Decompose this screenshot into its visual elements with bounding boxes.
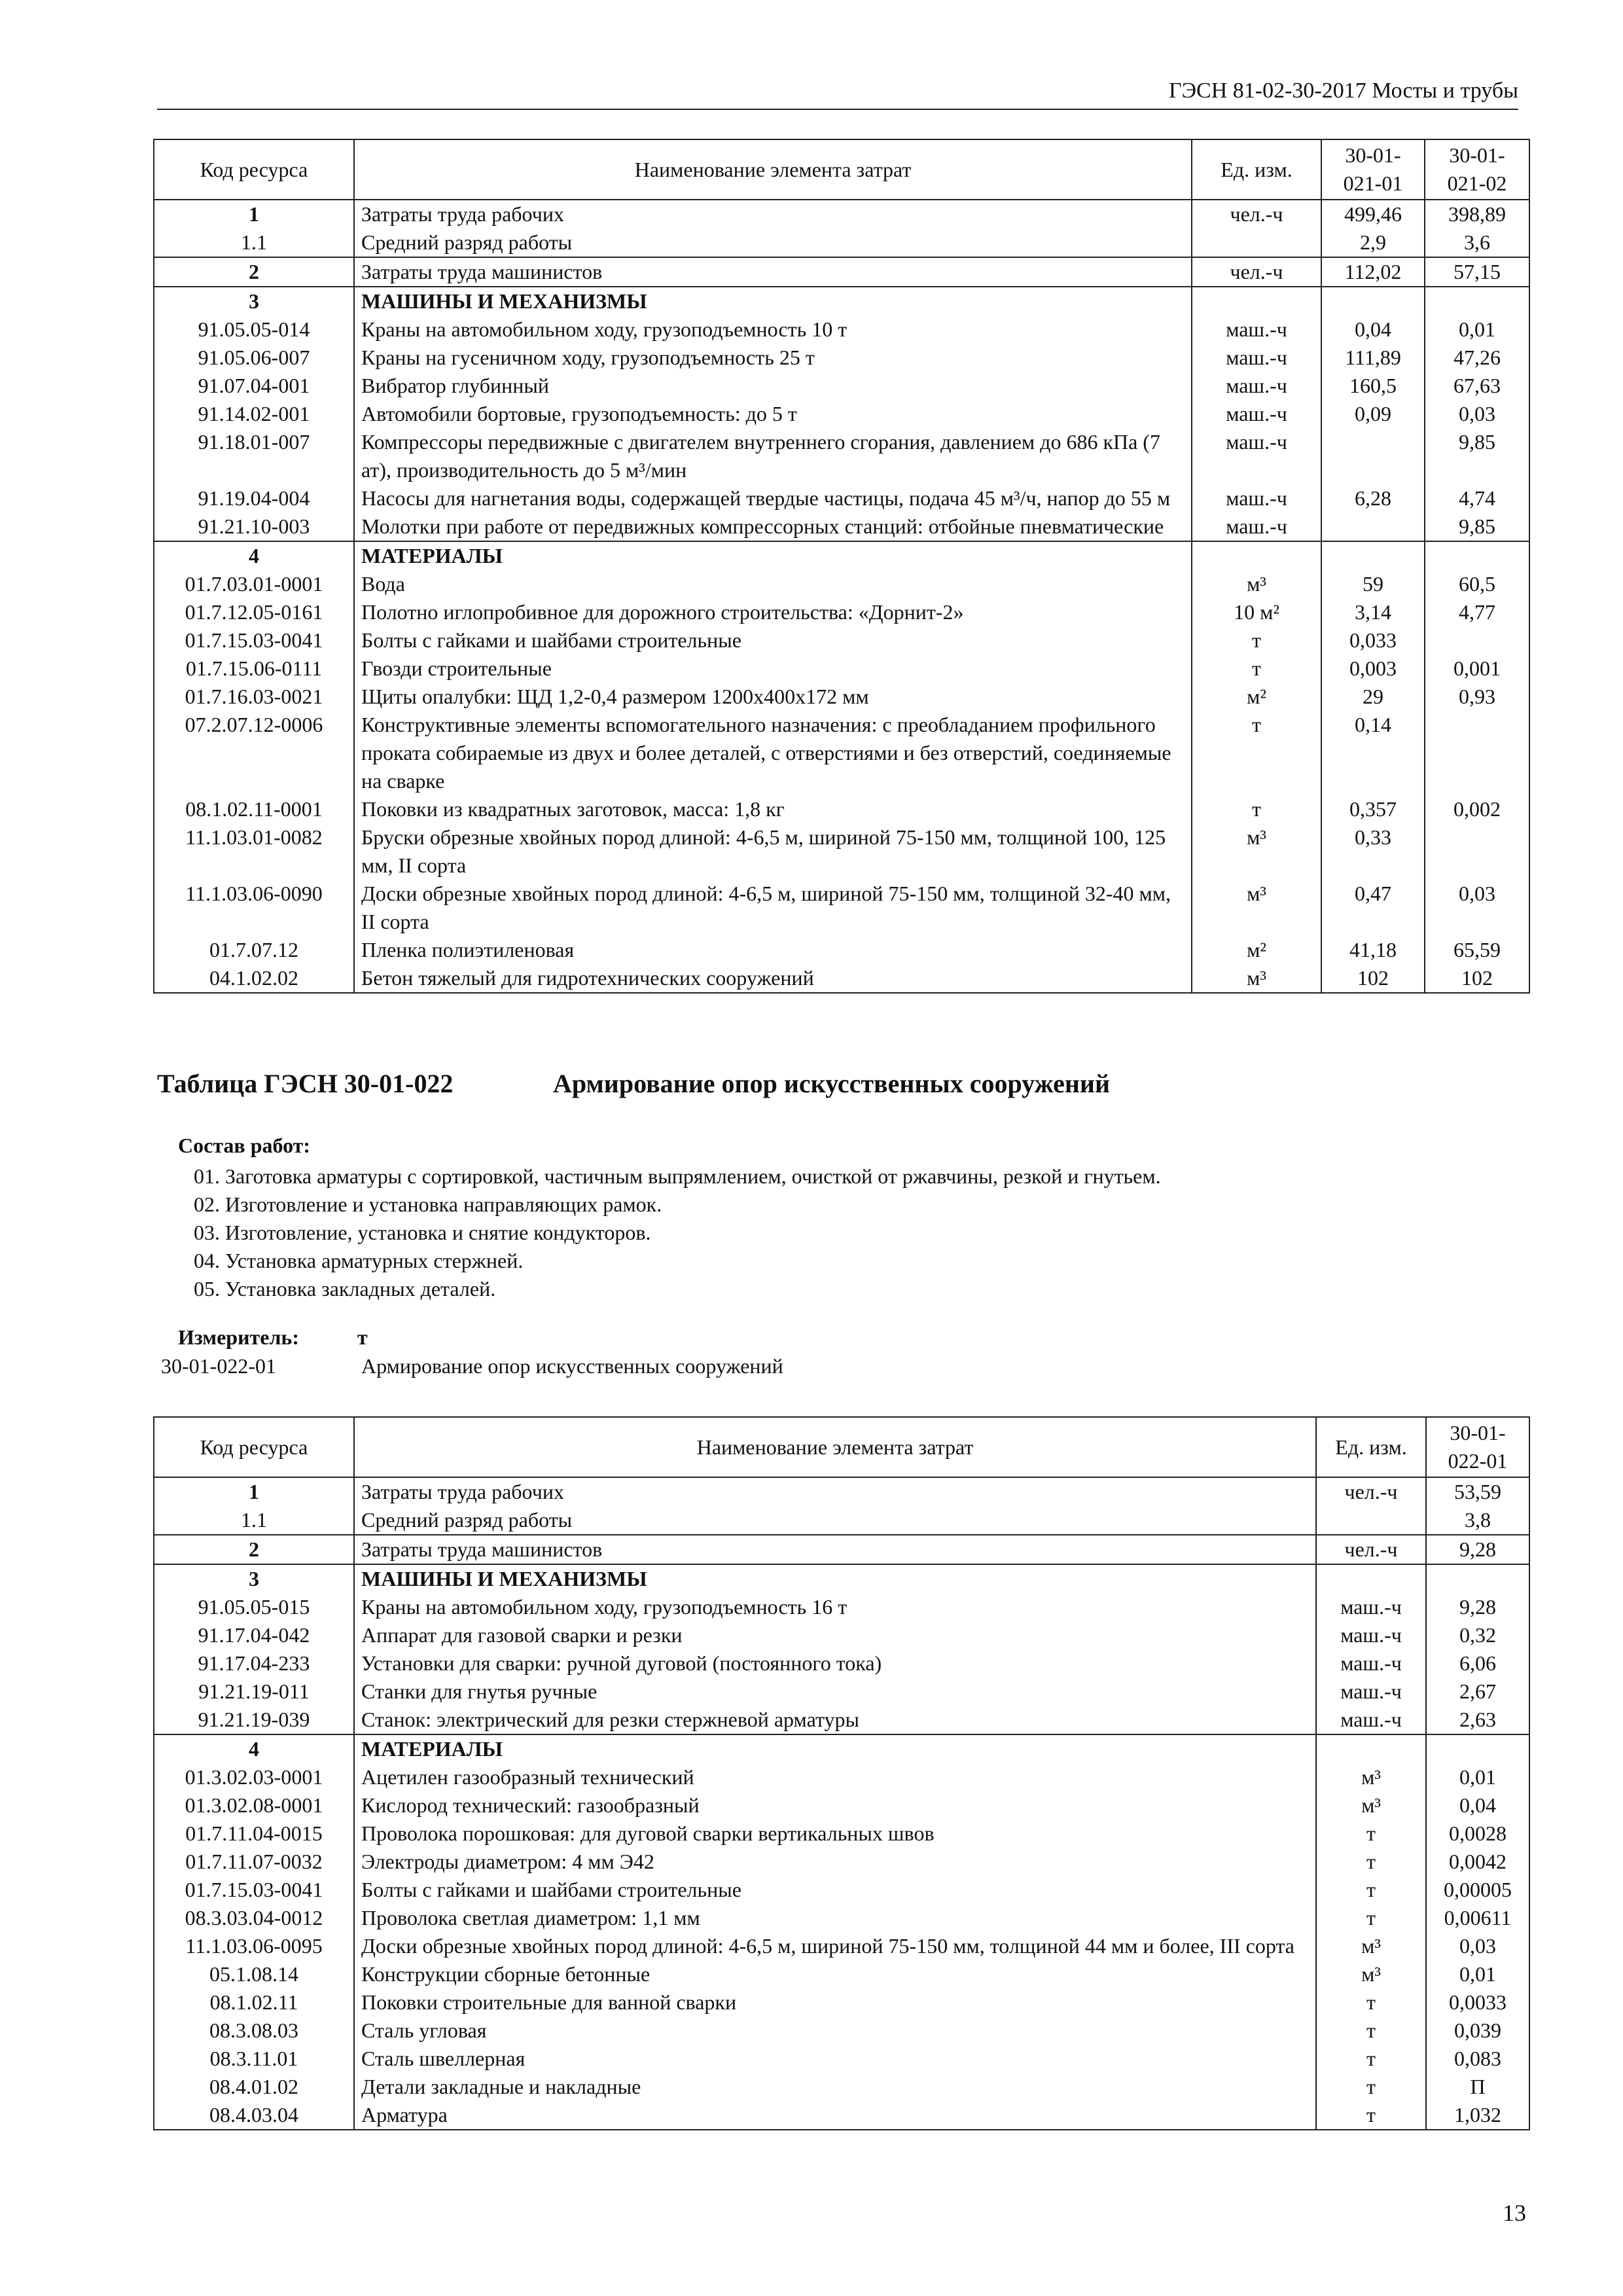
table-body (154, 1477, 1529, 2130)
norm-value-2 (1425, 541, 1529, 570)
resource-code: 1 (154, 200, 354, 228)
resource-name: Бруски обрезные хвойных пород длиной: 4-6,5 м, шириной 75-150 мм, толщиной 100, 125 мм, II сорта (354, 823, 1192, 880)
resource-code: 08.1.02.11 (154, 1988, 354, 2017)
resource-name: Средний разряд работы (354, 228, 1192, 257)
resource-name: Вибратор глубинный (354, 372, 1192, 400)
unit: м² (1192, 936, 1321, 964)
resource-code: 91.19.04-004 (154, 484, 354, 512)
resource-code: 01.7.15.03-0041 (154, 626, 354, 655)
resource-name: Конструктивные элементы вспомогательного назначения: с преобладанием профильного проката собираемые из двух и более деталей, с отверстиями и без отверстий, соединяемые на сварке (354, 711, 1192, 795)
resource-name: Бетон тяжелый для гидротехнических сооружений (354, 964, 1192, 993)
unit: маш.-ч (1316, 1706, 1426, 1734)
work-step: 02. Изготовление и установка направляющих рамок. (194, 1193, 662, 1216)
norm-value-1: 0,33 (1321, 823, 1425, 880)
table-row (154, 626, 1529, 655)
table-row (154, 1621, 1529, 1649)
resource-name: МАТЕРИАЛЫ (354, 1734, 1316, 1763)
resource-code: 01.7.03.01-0001 (154, 570, 354, 598)
resource-table-30-01-022 (153, 1416, 1530, 2130)
unit: м³ (1192, 570, 1321, 598)
unit (1192, 287, 1321, 315)
norm-value-1 (1321, 541, 1425, 570)
norm-value-1: 0,32 (1426, 1621, 1529, 1649)
page-number: 13 (1503, 2200, 1526, 2226)
table-row (154, 1677, 1529, 1706)
resource-code: 08.3.08.03 (154, 2017, 354, 2045)
norm-value-1: 0,00611 (1426, 1904, 1529, 1932)
resource-code: 08.4.01.02 (154, 2073, 354, 2101)
resource-code: 3 (154, 1564, 354, 1593)
resource-code: 2 (154, 257, 354, 287)
resource-name: Детали закладные и накладные (354, 2073, 1316, 2101)
resource-name: Вода (354, 570, 1192, 598)
resource-code: 11.1.03.01-0082 (154, 823, 354, 880)
resource-code: 3 (154, 287, 354, 315)
norm-value-2: 0,03 (1425, 400, 1529, 428)
table-row (154, 711, 1529, 795)
norm-value-2: 3,6 (1425, 228, 1529, 257)
norm-value-1 (1321, 428, 1425, 484)
norm-value-1: 0,47 (1321, 880, 1425, 936)
table-row (154, 2017, 1529, 2045)
norm-value-1: 41,18 (1321, 936, 1425, 964)
work-step: 01. Заготовка арматуры с сортировкой, частичным выпрямлением, очисткой от ржавчины, резкой и гнутьем. (194, 1164, 1161, 1188)
norm-value-1: 0,0042 (1426, 1848, 1529, 1876)
norm-value-1: 29 (1321, 683, 1425, 711)
resource-name: Установки для сварки: ручной дуговой (постоянного тока) (354, 1649, 1316, 1677)
norm-value-1: П (1426, 2073, 1529, 2101)
norm-value-2 (1425, 626, 1529, 655)
resource-code: 91.21.19-039 (154, 1706, 354, 1734)
section-table-title: Армирование опор искусственных сооружений (553, 1069, 1111, 1098)
table-row (154, 428, 1529, 484)
resource-code: 05.1.08.14 (154, 1960, 354, 1988)
table-row (154, 257, 1529, 287)
resource-name: Насосы для нагнетания воды, содержащей твердые частицы, подача 45 м³/ч, напор до 55 м (354, 484, 1192, 512)
resource-code: 08.3.03.04-0012 (154, 1904, 354, 1932)
resource-code: 91.05.06-007 (154, 344, 354, 372)
table-row (154, 1848, 1529, 1876)
resource-code: 01.7.11.07-0032 (154, 1848, 354, 1876)
unit: т (1316, 2017, 1426, 2045)
resource-code: 4 (154, 1734, 354, 1763)
unit: чел.-ч (1192, 257, 1321, 287)
resource-name: Доски обрезные хвойных пород длиной: 4-6,5 м, шириной 75-150 мм, толщиной 44 мм и более, III сорта (354, 1932, 1316, 1960)
resource-code: 01.7.12.05-0161 (154, 598, 354, 626)
norm-value-1: 0,04 (1426, 1791, 1529, 1820)
resource-name: Автомобили бортовые, грузоподъемность: до 5 т (354, 400, 1192, 428)
table-row (154, 2101, 1529, 2130)
table-row (154, 570, 1529, 598)
unit: т (1316, 1820, 1426, 1848)
norm-value-2: 102 (1425, 964, 1529, 993)
unit: м³ (1192, 880, 1321, 936)
norm-value-1: 6,28 (1321, 484, 1425, 512)
table-row (154, 1564, 1529, 1593)
norm-value-2: 398,89 (1425, 200, 1529, 228)
unit: т (1316, 2073, 1426, 2101)
resource-name: Поковки из квадратных заготовок, масса: 1,8 кг (354, 795, 1192, 823)
col-header-name: Наименование элемента затрат (354, 1417, 1316, 1477)
unit: маш.-ч (1192, 512, 1321, 541)
resource-code: 91.07.04-001 (154, 372, 354, 400)
norm-value-1: 0,09 (1321, 400, 1425, 428)
table-row (154, 1649, 1529, 1677)
works-heading: Состав работ: (178, 1134, 311, 1157)
unit: м³ (1316, 1932, 1426, 1960)
norm-value-1: 111,89 (1321, 344, 1425, 372)
resource-name: Станок: электрический для резки стержневой арматуры (354, 1706, 1316, 1734)
norm-value-1: 0,01 (1426, 1763, 1529, 1791)
resource-code: 91.21.19-011 (154, 1677, 354, 1706)
norm-value-1: 3,14 (1321, 598, 1425, 626)
table-body (154, 200, 1529, 993)
norm-value-1: 6,06 (1426, 1649, 1529, 1677)
resource-code: 91.17.04-233 (154, 1649, 354, 1677)
resource-code: 2 (154, 1535, 354, 1564)
table-row (154, 1876, 1529, 1904)
unit: т (1316, 1904, 1426, 1932)
resource-code: 1 (154, 1477, 354, 1506)
norm-value-1: 0,0033 (1426, 1988, 1529, 2017)
resource-name: Проволока светлая диаметром: 1,1 мм (354, 1904, 1316, 1932)
norm-value-1: 0,0028 (1426, 1820, 1529, 1848)
work-step: 05. Установка закладных деталей. (194, 1277, 496, 1300)
norm-value-1 (1426, 1734, 1529, 1763)
norm-value-1: 160,5 (1321, 372, 1425, 400)
unit: м² (1192, 683, 1321, 711)
table-row (154, 655, 1529, 683)
resource-name: Молотки при работе от передвижных компрессорных станций: отбойные пневматические (354, 512, 1192, 541)
col-header-code: Код ресурса (154, 1417, 354, 1477)
norm-value-1: 0,039 (1426, 2017, 1529, 2045)
resource-name: Болты с гайками и шайбами строительные (354, 626, 1192, 655)
resource-name: Ацетилен газообразный технический (354, 1763, 1316, 1791)
unit (1192, 541, 1321, 570)
resource-code: 91.21.10-003 (154, 512, 354, 541)
table-row (154, 1960, 1529, 1988)
resource-name: Доски обрезные хвойных пород длиной: 4-6,5 м, шириной 75-150 мм, толщиной 32-40 мм, II сорта (354, 880, 1192, 936)
norm-value-2: 0,01 (1425, 315, 1529, 344)
norm-value-2: 9,85 (1425, 428, 1529, 484)
table-row (154, 372, 1529, 400)
norm-value-1 (1321, 287, 1425, 315)
norm-value-1: 102 (1321, 964, 1425, 993)
resource-code: 01.7.15.03-0041 (154, 1876, 354, 1904)
resource-name: МАШИНЫ И МЕХАНИЗМЫ (354, 1564, 1316, 1593)
resource-name: Сталь швеллерная (354, 2045, 1316, 2073)
norm-value-1: 0,033 (1321, 626, 1425, 655)
table-row (154, 1904, 1529, 1932)
unit (1316, 1734, 1426, 1763)
resource-code: 01.3.02.03-0001 (154, 1763, 354, 1791)
table-row (154, 512, 1529, 541)
table-row (154, 1506, 1529, 1535)
resource-name: Болты с гайками и шайбами строительные (354, 1876, 1316, 1904)
resource-name: Полотно иглопробивное для дорожного строительства: «Дорнит-2» (354, 598, 1192, 626)
norm-item-code: 30-01-022-01 (161, 1354, 276, 1378)
resource-code: 11.1.03.06-0090 (154, 880, 354, 936)
resource-code: 91.18.01-007 (154, 428, 354, 484)
resource-name: Краны на автомобильном ходу, грузоподъемность 10 т (354, 315, 1192, 344)
resource-code: 01.7.15.06-0111 (154, 655, 354, 683)
norm-value-1: 0,01 (1426, 1960, 1529, 1988)
norm-value-2 (1425, 823, 1529, 880)
resource-name: Поковки строительные для ванной сварки (354, 1988, 1316, 2017)
table-row (154, 344, 1529, 372)
norm-value-1: 0,00005 (1426, 1876, 1529, 1904)
resource-name: Затраты труда машинистов (354, 257, 1192, 287)
col-header-norm-021-01: 30-01-021-01 (1321, 139, 1425, 200)
norm-value-1: 0,14 (1321, 711, 1425, 795)
resource-code: 01.3.02.08-0001 (154, 1791, 354, 1820)
table-row (154, 1988, 1529, 2017)
norm-value-2: 0,002 (1425, 795, 1529, 823)
unit: т (1316, 2101, 1426, 2130)
table-row (154, 484, 1529, 512)
table-row (154, 880, 1529, 936)
resource-name: Краны на автомобильном ходу, грузоподъемность 16 т (354, 1593, 1316, 1621)
resource-name: Затраты труда рабочих (354, 200, 1192, 228)
col-header-name: Наименование элемента затрат (354, 139, 1192, 200)
unit: маш.-ч (1192, 344, 1321, 372)
work-step: 03. Изготовление, установка и снятие кондукторов. (194, 1221, 651, 1244)
resource-code: 01.7.16.03-0021 (154, 683, 354, 711)
norm-value-2: 0,03 (1425, 880, 1529, 936)
unit: м³ (1316, 1791, 1426, 1820)
table-row (154, 598, 1529, 626)
resource-name: Средний разряд работы (354, 1506, 1316, 1535)
unit: т (1316, 1876, 1426, 1904)
page-header (157, 73, 1518, 110)
unit: т (1316, 1848, 1426, 1876)
norm-value-1: 0,03 (1426, 1932, 1529, 1960)
resource-name: Пленка полиэтиленовая (354, 936, 1192, 964)
table-row (154, 287, 1529, 315)
resource-name: Станки для гнутья ручные (354, 1677, 1316, 1706)
norm-value-1: 0,04 (1321, 315, 1425, 344)
table-row (154, 795, 1529, 823)
resource-code: 91.05.05-015 (154, 1593, 354, 1621)
resource-code: 04.1.02.02 (154, 964, 354, 993)
norm-item (161, 1354, 783, 1378)
norm-value-2: 65,59 (1425, 936, 1529, 964)
meter-label: Измеритель: (178, 1325, 299, 1349)
unit: т (1192, 626, 1321, 655)
resource-name: Сталь угловая (354, 2017, 1316, 2045)
resource-code: 11.1.03.06-0095 (154, 1932, 354, 1960)
unit: м³ (1316, 1763, 1426, 1791)
table-header-row (154, 1417, 1529, 1477)
table-header-row (154, 139, 1529, 200)
meter-value: т (357, 1325, 368, 1349)
norm-value-1: 3,8 (1426, 1506, 1529, 1535)
resource-code: 91.05.05-014 (154, 315, 354, 344)
norm-value-2: 0,93 (1425, 683, 1529, 711)
work-step: 04. Установка арматурных стержней. (194, 1249, 524, 1272)
resource-name: МАТЕРИАЛЫ (354, 541, 1192, 570)
table-row (154, 1706, 1529, 1734)
resource-code: 91.17.04-042 (154, 1621, 354, 1649)
resource-code: 07.2.07.12-0006 (154, 711, 354, 795)
col-header-code: Код ресурса (154, 139, 354, 200)
table-row (154, 200, 1529, 228)
unit: чел.-ч (1316, 1535, 1426, 1564)
unit: чел.-ч (1192, 200, 1321, 228)
unit: т (1192, 655, 1321, 683)
resource-code: 4 (154, 541, 354, 570)
unit: маш.-ч (1316, 1649, 1426, 1677)
norm-item-description: Армирование опор искусственных сооружений (361, 1354, 783, 1378)
resource-code: 01.7.11.04-0015 (154, 1820, 354, 1848)
resource-name: Компрессоры передвижные с двигателем внутреннего сгорания, давлением до 686 кПа (7 ат), производительность до 5 м³/мин (354, 428, 1192, 484)
resource-code: 08.3.11.01 (154, 2045, 354, 2073)
resource-name: Электроды диаметром: 4 мм Э42 (354, 1848, 1316, 1876)
table-row (154, 1932, 1529, 1960)
col-header-unit: Ед. изм. (1316, 1417, 1426, 1477)
unit: маш.-ч (1192, 428, 1321, 484)
col-header-norm-022-01: 30-01-022-01 (1426, 1417, 1529, 1477)
table-row (154, 315, 1529, 344)
unit (1192, 228, 1321, 257)
unit: т (1316, 2045, 1426, 2073)
unit (1316, 1564, 1426, 1593)
table-row (154, 228, 1529, 257)
norm-value-1: 112,02 (1321, 257, 1425, 287)
norm-value-2: 67,63 (1425, 372, 1529, 400)
unit: маш.-ч (1316, 1621, 1426, 1649)
norm-value-1: 499,46 (1321, 200, 1425, 228)
norm-value-1: 2,67 (1426, 1677, 1529, 1706)
table-row (154, 1791, 1529, 1820)
resource-name: Конструкции сборные бетонные (354, 1960, 1316, 1988)
unit: т (1316, 1988, 1426, 2017)
norm-value-2 (1425, 287, 1529, 315)
norm-value-1 (1426, 1564, 1529, 1593)
norm-value-1: 0,003 (1321, 655, 1425, 683)
unit: м³ (1192, 823, 1321, 880)
table-row (154, 1477, 1529, 1506)
norm-value-1: 0,083 (1426, 2045, 1529, 2073)
norm-value-1: 53,59 (1426, 1477, 1529, 1506)
norm-value-1: 2,9 (1321, 228, 1425, 257)
unit: 10 м² (1192, 598, 1321, 626)
section-heading (157, 1068, 1110, 1099)
resource-name: Кислород технический: газообразный (354, 1791, 1316, 1820)
table-row (154, 1820, 1529, 1848)
norm-value-2: 60,5 (1425, 570, 1529, 598)
table-row (154, 1593, 1529, 1621)
norm-value-1: 0,357 (1321, 795, 1425, 823)
resource-name: Арматура (354, 2101, 1316, 2130)
unit: м³ (1316, 1960, 1426, 1988)
norm-value-2: 47,26 (1425, 344, 1529, 372)
resource-name: Затраты труда рабочих (354, 1477, 1316, 1506)
resource-code: 1.1 (154, 1506, 354, 1535)
section-table-code: Таблица ГЭСН 30-01-022 (157, 1069, 454, 1098)
norm-value-1: 2,63 (1426, 1706, 1529, 1734)
table-row (154, 2073, 1529, 2101)
table-row (154, 936, 1529, 964)
resource-name: Аппарат для газовой сварки и резки (354, 1621, 1316, 1649)
running-title: ГЭСН 81-02-30-2017 Мосты и трубы (1168, 79, 1518, 103)
resource-name: Затраты труда машинистов (354, 1535, 1316, 1564)
unit: т (1192, 711, 1321, 795)
unit: маш.-ч (1316, 1677, 1426, 1706)
table-row (154, 1535, 1529, 1564)
resource-name: Проволока порошковая: для дуговой сварки вертикальных швов (354, 1820, 1316, 1848)
col-header-norm-021-02: 30-01-021-02 (1425, 139, 1529, 200)
unit (1316, 1506, 1426, 1535)
unit: маш.-ч (1192, 400, 1321, 428)
meter-line (178, 1325, 368, 1350)
norm-value-2: 4,77 (1425, 598, 1529, 626)
norm-value-2: 0,001 (1425, 655, 1529, 683)
unit: т (1192, 795, 1321, 823)
resource-code: 08.4.03.04 (154, 2101, 354, 2130)
norm-value-1 (1321, 512, 1425, 541)
resource-code: 01.7.07.12 (154, 936, 354, 964)
resource-code: 91.14.02-001 (154, 400, 354, 428)
table-row (154, 541, 1529, 570)
table-row (154, 964, 1529, 993)
resource-name: Краны на гусеничном ходу, грузоподъемность 25 т (354, 344, 1192, 372)
unit: чел.-ч (1316, 1477, 1426, 1506)
unit: маш.-ч (1316, 1593, 1426, 1621)
norm-value-2 (1425, 711, 1529, 795)
norm-value-1: 59 (1321, 570, 1425, 598)
table-row (154, 400, 1529, 428)
unit: м³ (1192, 964, 1321, 993)
table-row (154, 683, 1529, 711)
table-row (154, 823, 1529, 880)
table-row (154, 1734, 1529, 1763)
resource-name: Гвозди строительные (354, 655, 1192, 683)
unit: маш.-ч (1192, 484, 1321, 512)
norm-value-2: 9,85 (1425, 512, 1529, 541)
norm-value-2: 57,15 (1425, 257, 1529, 287)
unit: маш.-ч (1192, 372, 1321, 400)
resource-code: 08.1.02.11-0001 (154, 795, 354, 823)
table-row (154, 1763, 1529, 1791)
col-header-unit: Ед. изм. (1192, 139, 1321, 200)
norm-value-1: 1,032 (1426, 2101, 1529, 2130)
norm-value-1: 9,28 (1426, 1593, 1529, 1621)
resource-name: Щиты опалубки: ЩД 1,2-0,4 размером 1200х400х172 мм (354, 683, 1192, 711)
resource-code: 1.1 (154, 228, 354, 257)
norm-value-1: 9,28 (1426, 1535, 1529, 1564)
unit: маш.-ч (1192, 315, 1321, 344)
resource-table-30-01-021 (153, 139, 1530, 994)
norm-value-2: 4,74 (1425, 484, 1529, 512)
table-row (154, 2045, 1529, 2073)
resource-name: МАШИНЫ И МЕХАНИЗМЫ (354, 287, 1192, 315)
works-list (194, 1162, 1161, 1303)
